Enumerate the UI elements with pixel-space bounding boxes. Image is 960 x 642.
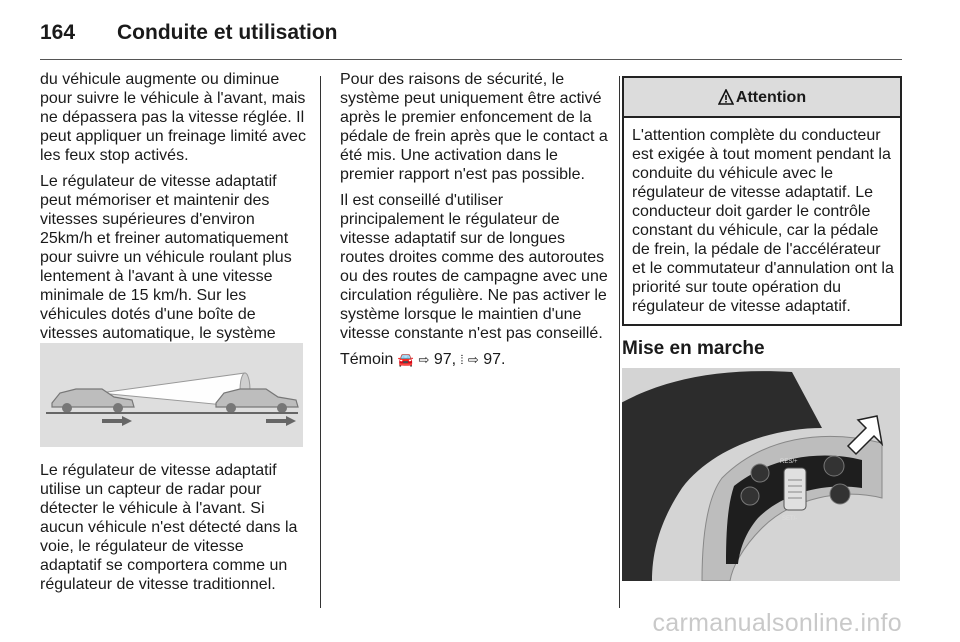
page-number: 164: [40, 21, 76, 44]
attention-body: L'attention complète du conducteur est exigée à tout moment pendant la conduite du véhicule avec le régulateur de vitesse adaptatif. Le conducteur doit garder le contrôle constant du véhicule, car la pédale de frein, la pédale de l'accélérateur et le commutateur d'annulation ont la priorité sur toute opération du régulateur de vitesse adaptatif.: [632, 127, 894, 315]
col1-paragraph-2: Le régulateur de vitesse adaptatif peut mémoriser et maintenir des vitesses supérieures d'environ 25km/h et freiner automatiquement pour suivre un véhicule roulant plus lentement à l'avant à une vitesse minimale de 15 km/h. Sur les véhicules dotés d'une boîte de vitesses automatique, le système: [40, 173, 292, 342]
car-icon: 🚘: [397, 353, 414, 368]
column-3: [622, 76, 902, 326]
temoin-line: [340, 350, 608, 370]
column-divider-1: [320, 76, 321, 608]
column-2: [340, 70, 608, 377]
page-header: [40, 16, 338, 50]
attention-header: [624, 78, 900, 118]
temoin-label: Témoin: [340, 351, 394, 368]
column-1: [40, 70, 306, 369]
temoin-ref-1: 97,: [433, 351, 457, 368]
front-car-icon: [216, 389, 298, 413]
temoin-ref-2: 97.: [483, 351, 506, 368]
page-reference-icon-2: ⇨: [467, 353, 479, 368]
page-reference-icon: ⇨: [418, 353, 430, 368]
attention-box: [622, 76, 902, 326]
arrow-right: [266, 416, 296, 426]
section-heading: Mise en marche: [622, 338, 765, 359]
res-label: RES/+: [780, 459, 798, 465]
steering-wheel-controls-illustration: [622, 368, 900, 581]
column-divider-2: [619, 76, 620, 608]
warning-triangle-icon: [718, 89, 734, 105]
col1-paragraph-3: Le régulateur de vitesse adaptatif utilise un capteur de radar pour détecter le véhicule à l'avant. Si aucun véhicule n'est détecté dans la voie, le régulateur de vitesse adaptatif se comportera comme un régulateur de vitesse traditionnel.: [40, 462, 298, 593]
radar-illustration: [40, 343, 303, 447]
radar-icon: ⦙: [460, 353, 464, 368]
arrow-left: [102, 416, 132, 426]
attention-title: Attention: [735, 88, 807, 106]
header-rule: [40, 59, 902, 60]
page-title: Conduite et utilisation: [117, 21, 338, 44]
col2-paragraph-1: Pour des raisons de sécurité, le système peut uniquement être activé après le premier enfoncement de la pédale de frein après que le contact a été mis. Une activation dans le premier rapport n'est pas possible.: [340, 71, 608, 183]
col2-paragraph-2: Il est conseillé d'utiliser principalement le régulateur de vitesse adaptatif sur de longues routes droites comme des autoroutes ou des routes de campagne avec une circulation régulière. Ne pas activer le système lorsque le maintien d'une vitesse constante n'est pas conseillé.: [340, 192, 608, 342]
column-1-bottom: [40, 461, 306, 594]
set-label: SET/-: [782, 516, 798, 522]
col1-paragraph-1: du véhicule augmente ou diminue pour suivre le véhicule à l'avant, mais ne dépassera pas la vitesse réglée. Il peut appliquer un freinage limité avec les feux stop activés.: [40, 71, 306, 164]
watermark: carmanualsonline.info: [652, 609, 902, 637]
